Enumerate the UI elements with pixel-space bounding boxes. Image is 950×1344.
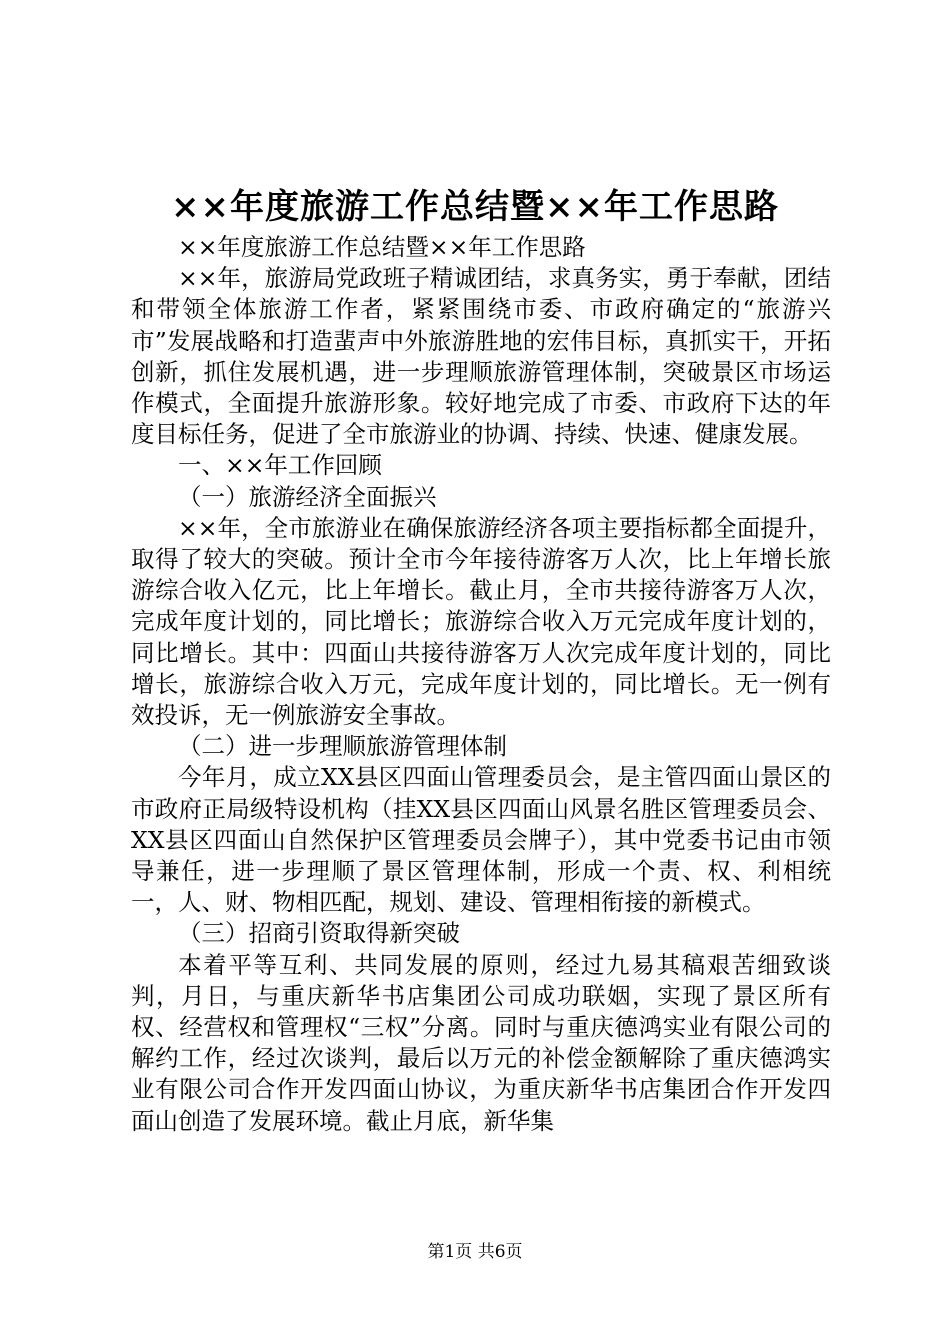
paragraph-subtitle: ××年度旅游工作总结暨××年工作思路 [178, 233, 586, 261]
subheading-economy: （一）旅游经济全面振兴 [178, 482, 437, 511]
paragraph-management: 今年月，成立XX县区四面山管理委员会，是主管四面山景区的市政府正局级特设机构（挂XX县区四面山风景名胜区管理委员会、XX县区四面山自然保护区管理委员会牌子），其中党委书记由市领导兼任，进一步理顺了景区管理体制，形成一个责、权、利相统一，人、财、物相匹配，规划、建设、管理相衔接的新模式。 [131, 763, 831, 917]
paragraph-economy: ××年，全市旅游业在确保旅游经济各项主要指标都全面提升，取得了较大的突破。预计全市今年接待游客万人次，比上年增长旅游综合收入亿元，比上年增长。截止月，全市共接待游客万人次，完成年度计划的，同比增长；旅游综合收入万元完成年度计划的，同比增长。其中：四面山共接待游客万人次完成年度计划的，同比增长，旅游综合收入万元，完成年度计划的，同比增长。无一例有效投诉，无一例旅游安全事故。 [131, 513, 831, 730]
page-footer: 第1页 共6页 [427, 1242, 523, 1262]
subheading-investment: （三）招商引资取得新突破 [178, 919, 460, 948]
document-title: ××年度旅游工作总结暨××年工作思路 [171, 187, 779, 227]
heading-review: 一、××年工作回顾 [178, 451, 382, 480]
document-body [131, 232, 831, 1137]
paragraph-intro: ××年，旅游局党政班子精诚团结，求真务实，勇于奉献，团结和带领全体旅游工作者，紧紧围绕市委、市政府确定的“旅游兴市”发展战略和打造蜚声中外旅游胜地的宏伟目标，真抓实干，开拓创新，抓住发展机遇，进一步理顺旅游管理体制，突破景区市场运作模式，全面提升旅游形象。较好地完成了市委、市政府下达的年度目标任务，促进了全市旅游业的协调、持续、快速、健康发展。 [131, 264, 831, 449]
subheading-management: （二）进一步理顺旅游管理体制 [178, 732, 507, 761]
paragraph-investment: 本着平等互利、共同发展的原则，经过九易其稿艰苦细致谈判，月日，与重庆新华书店集团公司成功联姻，实现了景区所有权、经营权和管理权“三权”分离。同时与重庆德鸿实业有限公司的解约工作，经过次谈判，最后以万元的补偿金额解除了重庆德鸿实业有限公司合作开发四面山协议，为重庆新华书店集团合作开发四面山创造了发展环境。截止月底，新华集 [131, 950, 831, 1135]
